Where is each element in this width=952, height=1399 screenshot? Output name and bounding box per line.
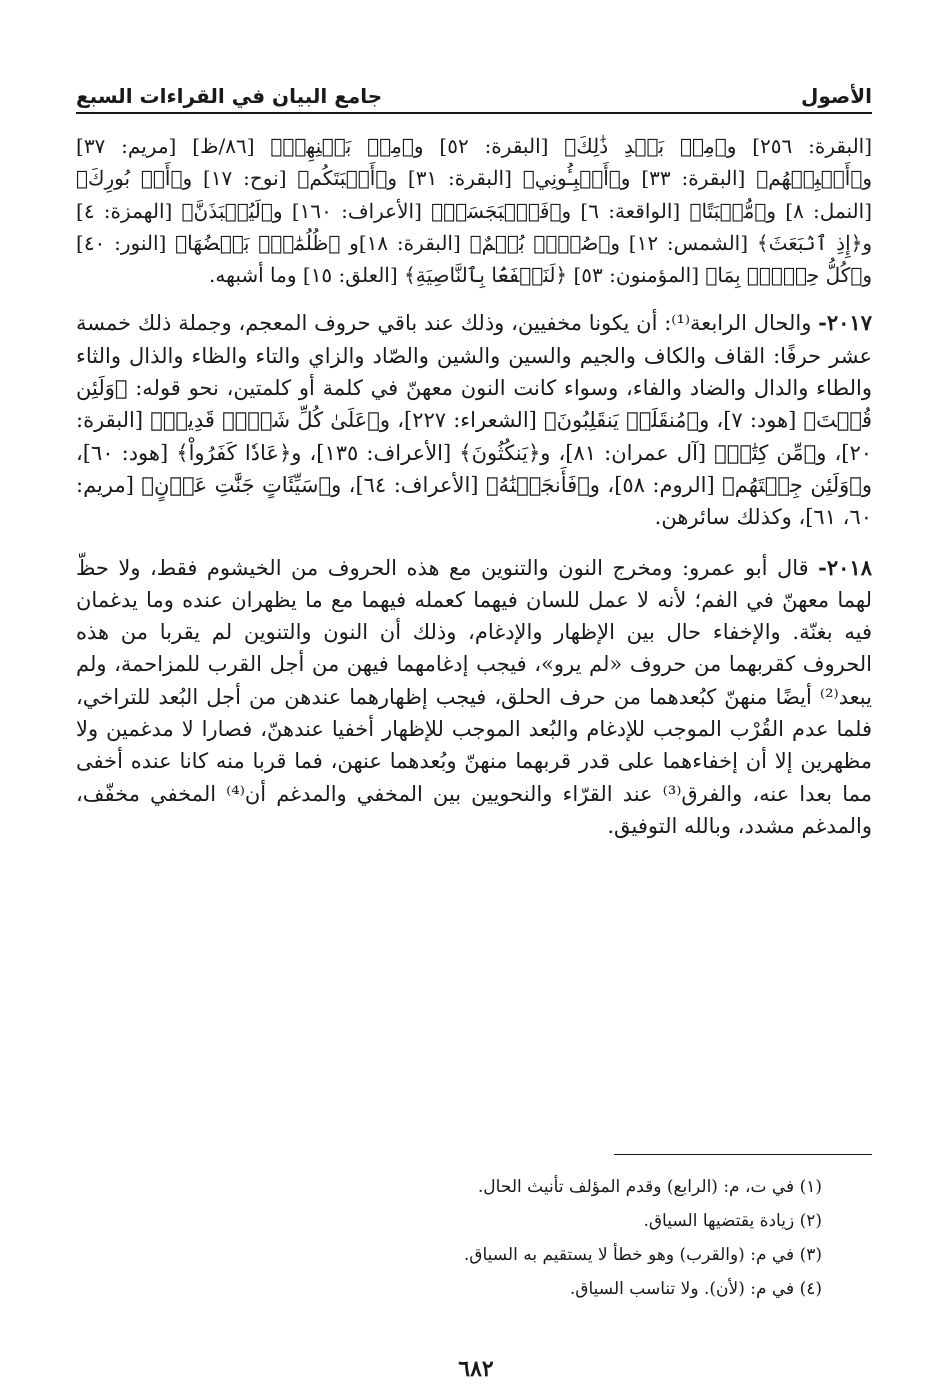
footnote-divider [614,1154,872,1155]
paragraph-number: ٢٠١٧- [818,310,872,336]
footnote-4: (٤) في م: (لأن). ولا تناسب السياق. [569,1279,822,1299]
running-header [76,74,872,114]
footnote-3: (٣) في م: (والقرب) وهو خطأ لا يستقيم به السياق. [463,1245,822,1265]
page-number: ٦٨٢ [458,1356,494,1382]
paragraph-number: ٢٠١٨- [818,554,872,580]
footnote-2: (٢) زيادة يقتضيها السياق. [643,1211,822,1231]
paragraph-body: والحال الرابعة⁽¹⁾: أن يكونا مخفيين، وذلك عند باقي حروف المعجم، وجملة ذلك خمسة عشر حرفًا: القاف والكاف والجيم والسين والشين والصّاد والزاي والتاء والظاء والذال والثاء والطاء والدال والضاد والفاء، وسواء كانت النون معهنّ في كلمة أو كلمتين، نحو قوله: ﴿وَلَئِن قُلۡتَ﴾ [هود: ٧]، و﴿مُنقَلَبٖ يَنقَلِبُونَ﴾ [الشعراء: ٢٢٧]، و﴿عَلَىٰ كُلِّ شَيۡءٖ قَدِيرٞ﴾ [البقرة: ٢٠]، و﴿مِّن كِتَٰبٖ﴾ [آل عمران: ٨١]، و﴿يَنكُثُونَ﴾ [الأعراف: ١٣٥]، و﴿عَادٗا كَفَرُواْ﴾ [هود: ٦٠]، و﴿وَلَئِن جِئۡتَهُم﴾ [الروم: ٥٨]، و﴿فَأَنجَيۡنَٰهُ﴾ [الأعراف: ٦٤]، و﴿سَيِّئَاتٍ جَنَّٰتِ عَدۡنٍ﴾ [مريم: ٦٠، ٦١]، وكذلك سائرهن. [76,311,873,530]
main-text [76,130,872,860]
footnote-1: (١) في ت، م: (الرابع) وقدم المؤلف تأنيث الحال. [477,1177,822,1197]
paragraph-body: قال أبو عمرو: ومخرج النون والتنوين مع هذه الحروف من الخيشوم فقط، ولا حظّ لهما معهنّ في الفم؛ لأنه لا عمل للسان فيهما كعمله فيهما مع ما يظهران عنده وما يدغمان فيه بغنّة. والإخفاء حال بين الإظهار والإدغام، وذلك أن النون والتنوين لم يقربا من هذه الحروف كقربهما من حروف «لم يرو»، فيجب إدغامهما فيهن من أجل القرب للمزاحمة، ولم يبعد⁽²⁾ أيضًا منهنّ كبُعدهما من حرف الحلق، فيجب إظهارهما عندهن من أجل البُعد للتراخي، فلما عدم القُرْب الموجب للإدغام والبُعد الموجب للإظهار أخفيا عندهنّ، فصارا لا مدغمين ولا مظهرين إلا أن إخفاءهما على قدر قربهما منهنّ وبُعدهما عنهن، فما قربا منه كانا عنده أخفى مما بعدا عنه، والفرق⁽³⁾ عند القرّاء والنحويين بين المخفي والمدغم أن⁽⁴⁾ المخفي مخفّف، والمدغم مشدد، وبالله التوفيق. [76,555,872,838]
paragraph-2017 [76,307,872,533]
verse-examples-paragraph: [البقرة: ٢٥٦] و﴿مِنۢ بَعۡدِ ذَٰلِكَ﴾ [البقرة: ٥٢] و﴿مِنۢ بَيۡنِهِمۡ﴾ [٨٦/ظ] [مريم: ٣٧] و﴿أَنۢبِئۡهُم﴾ [البقرة: ٣٣] و﴿أَنۢبِـُٔونِي﴾ [البقرة: ٣١] و﴿أَنۢبَتَكُم﴾ [نوح: ١٧] و﴿أَنۢ بُورِكَ﴾ [النمل: ٨] و﴿مُّنۢبَتًا﴾ [الواقعة: ٦] و﴿فَٱنۢبَجَسَتۡ﴾ [الأعراف: ١٦٠] و﴿لَيُنۢبَذَنَّ﴾ [الهمزة: ٤] و﴿إِذِ ٱنۢبَعَثَ﴾ [الشمس: ١٢] و﴿صُمُّۢ بُكۡمٌ﴾ [البقرة: ١٨]و ﴿ظُلُمَٰتُۢ بَعۡضُهَا﴾ [النور: ٤٠] و﴿كُلُّ حِزۡبِۢ بِمَا﴾ [المؤمنون: ٥٣] ﴿لَنَسۡفَعَۢا بِٱلنَّاصِيَةِ﴾ [العلق: ١٥] وما أشبهه. [76,134,873,288]
book-title: جامع البيان في القراءات السبع [76,84,383,108]
paragraph-2018 [76,552,872,843]
footnotes [76,1170,822,1306]
chapter-title: الأصول [801,84,872,108]
